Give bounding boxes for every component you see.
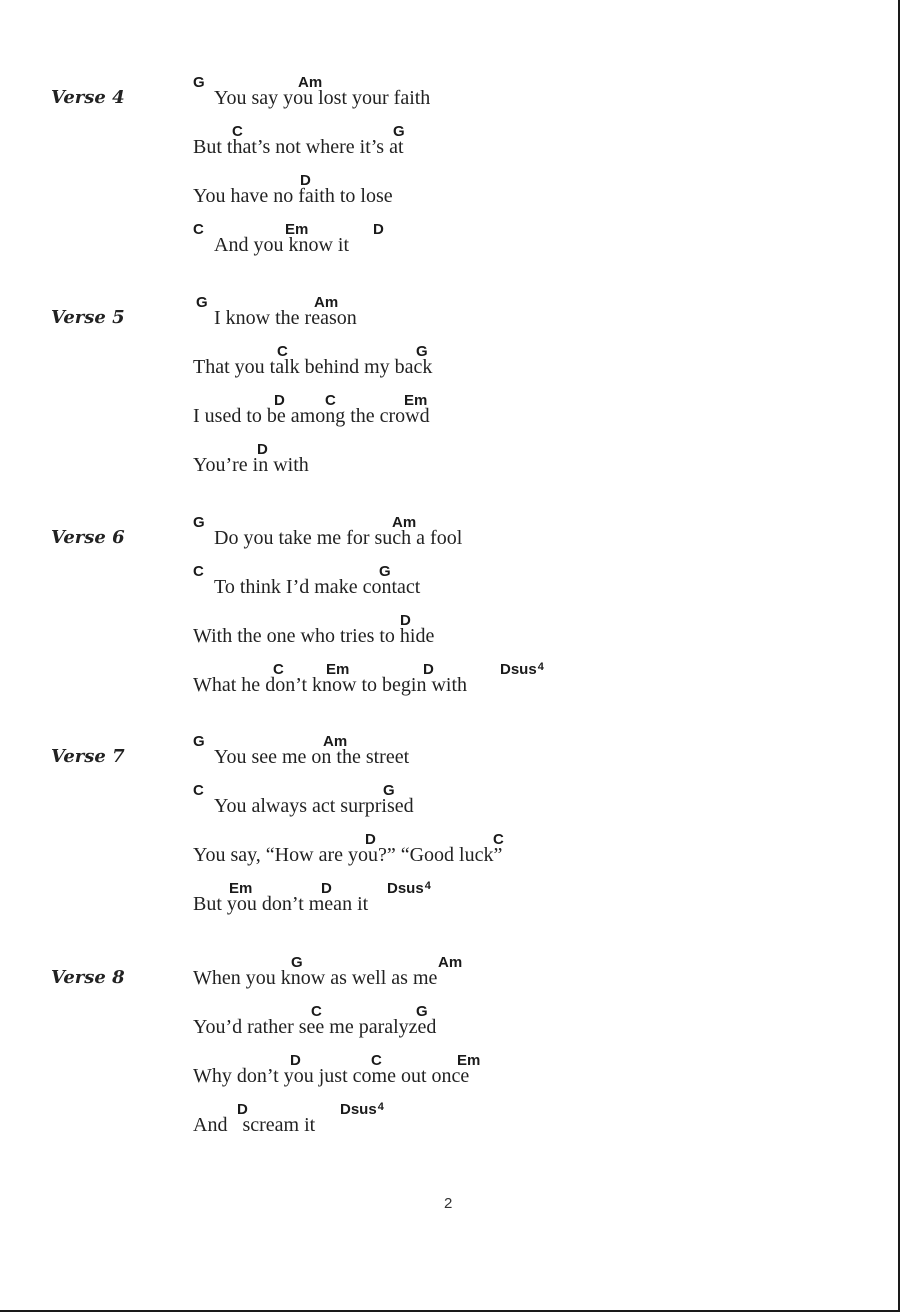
lyric-line: That you talk behind my back — [193, 356, 433, 378]
chord-c: C — [193, 221, 204, 238]
chord-am: Am — [323, 733, 348, 750]
chord-em: Em — [285, 221, 309, 238]
lyric-line: Why don’t you just come out once — [193, 1065, 470, 1087]
chord-g: G — [393, 123, 405, 140]
verse-label: Verse 4 — [51, 87, 125, 108]
chord-c: C — [232, 123, 243, 140]
chord-d: D — [365, 831, 376, 848]
chord-g: G — [379, 563, 391, 580]
lyric-line: You’d rather see me paralyzed — [193, 1016, 437, 1038]
chord-d: D — [274, 392, 285, 409]
lyric-line: Do you take me for such a fool — [214, 527, 463, 549]
chord-g: G — [196, 294, 208, 311]
lyric-line: What he don’t know to begin with — [193, 674, 468, 696]
chord-c: C — [273, 661, 284, 678]
lyric-line: I know the reason — [214, 307, 357, 329]
chord-g: G — [416, 343, 428, 360]
lyric-line: You have no faith to lose — [193, 185, 393, 207]
lyric-line: With the one who tries to hide — [193, 625, 435, 647]
lyric-line: You see me on the street — [214, 746, 410, 768]
chord-g: G — [291, 954, 303, 971]
chord-em: Em — [326, 661, 350, 678]
chord-g: G — [193, 74, 205, 91]
lyric-line: But you don’t mean it — [193, 893, 369, 915]
page-number: 2 — [444, 1195, 453, 1212]
lyric-line: You say, “How are you?” “Good luck” — [193, 844, 503, 866]
lyric-line: I used to be among the crowd — [193, 405, 430, 427]
chord-c: C — [371, 1052, 382, 1069]
lyric-line: And scream it — [193, 1114, 316, 1136]
chord-am: Am — [392, 514, 417, 531]
chord-em: Em — [404, 392, 428, 409]
lyric-line: You say you lost your faith — [214, 87, 431, 109]
chord-g: G — [193, 514, 205, 531]
chord-am: Am — [314, 294, 339, 311]
chord-d: D — [290, 1052, 301, 1069]
verse-label: Verse 5 — [51, 307, 125, 328]
lyric-line: And you know it — [214, 234, 349, 256]
chord-d: D — [373, 221, 384, 238]
chord-d: D — [257, 441, 268, 458]
verse-label: Verse 8 — [51, 967, 125, 988]
chord-c: C — [193, 782, 204, 799]
verse-label: Verse 7 — [51, 746, 125, 767]
chord-g: G — [193, 733, 205, 750]
chord-c: C — [311, 1003, 322, 1020]
chord-am: Am — [298, 74, 323, 91]
lyric-line: But that’s not where it’s at — [193, 136, 404, 158]
chord-d: D — [400, 612, 411, 629]
chord-d: D — [237, 1101, 248, 1118]
chord-d: D — [300, 172, 311, 189]
chord-c: C — [325, 392, 336, 409]
chord-g: G — [383, 782, 395, 799]
chord-am: Am — [438, 954, 463, 971]
lyric-line: When you know as well as me — [193, 967, 438, 989]
chord-c: C — [493, 831, 504, 848]
verse-label: Verse 6 — [51, 527, 125, 548]
chord-dsus4: Dsus$^4$ — [387, 880, 431, 897]
lyric-line: You always act surprised — [214, 795, 414, 817]
chord-g: G — [416, 1003, 428, 1020]
chord-em: Em — [229, 880, 253, 897]
chord-dsus4: Dsus$^4$ — [340, 1101, 384, 1118]
chord-d: D — [321, 880, 332, 897]
chord-dsus4: Dsus$^4$ — [500, 661, 544, 678]
chord-c: C — [277, 343, 288, 360]
chord-c: C — [193, 563, 204, 580]
lyric-line: To think I’d make contact — [214, 576, 421, 598]
chord-d: D — [423, 661, 434, 678]
chord-em: Em — [457, 1052, 481, 1069]
lyric-line: You’re in with — [193, 454, 309, 476]
